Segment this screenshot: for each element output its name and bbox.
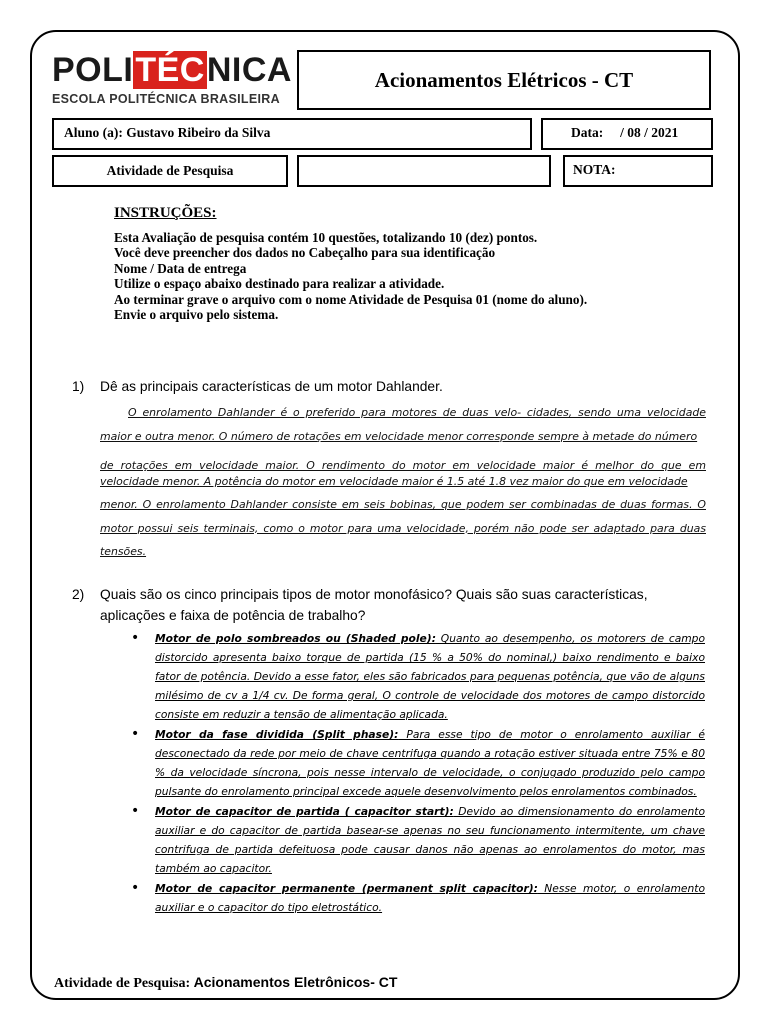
answer-1-part-2: de rotações em velocidade maior. O rendimento do motor em velocidade maior é melhor do que em velocidade menor. A potência do motor em velocidade maior é 1.5 até 1.8 vez maior do que em velocidade [100, 459, 706, 488]
list-item: • Motor de capacitor de partida ( capacitor start): Devido ao dimensionamento do enrolamento auxiliar e do capacitor de partida basear-se apenas no seu funcionamento intermitente, um chave contrifuga de partida defeituosa pode causar danos não apenas ao enrolamentos do motor, mas também ao capacitor. [131, 803, 705, 875]
question-number: 1) [72, 379, 85, 394]
instruction-line: Você deve preencher dos dados no Cabeçalho para sua identificação [114, 245, 496, 260]
logo-subtitle: ESCOLA POLITÉCNICA BRASILEIRA [52, 92, 280, 106]
page-footer [54, 974, 397, 992]
instruction-line: Utilize o espaço abaixo destinado para realizar a atividade. [114, 276, 445, 291]
instruction-line: Nome / Data de entrega [114, 260, 247, 276]
bullet-icon: • [131, 880, 140, 896]
activity-type-label: Atividade de Pesquisa [52, 155, 288, 187]
course-title: Acionamentos Elétricos - CT [297, 50, 711, 110]
logo-wordmark: POLITÉCNICA [52, 51, 292, 89]
bullet-icon: • [131, 803, 140, 819]
instructions-section [114, 206, 714, 323]
motor-types-list [131, 629, 706, 918]
blank-field [297, 155, 551, 187]
footer-label: Atividade de Pesquisa: [54, 976, 191, 991]
date-field: Data: / 08 / 2021 [541, 118, 713, 150]
instruction-line: Esta Avaliação de pesquisa contém 10 questões, totalizando 10 (dez) pontos. [114, 229, 538, 245]
footer-course: Acionamentos Eletrônicos- CT [193, 974, 398, 990]
bullet-icon: • [131, 630, 140, 646]
question-text: Quais são os cinco principais tipos de motor monofásico? Quais são suas características, aplicações e faixa de potência de trabalho? [100, 587, 648, 623]
grade-field: NOTA: [563, 155, 713, 187]
question-number: 2) [72, 587, 85, 602]
instructions-title: INSTRUÇÕES: [114, 205, 217, 221]
bullet-icon: • [131, 726, 140, 742]
logo-highlight: TÉC [135, 51, 205, 89]
answer-1-part-1: O enrolamento Dahlander é o preferido para motores de duas velo- cidades, sendo uma velocidade maior e outra menor. O número de rotações em velocidade menor corresponde sempre à metade do número [100, 406, 706, 443]
school-logo [52, 50, 292, 110]
question-text: Dê as principais características de um motor Dahlander. [100, 379, 443, 394]
list-item: • Motor da fase dividida (Split phase): Para esse tipo de motor o enrolamento auxiliar é desconectado da rede por meio de chave centrifuga quando a rotação estiver situada entre 75% e 80 % da velocidade síncrona, pois nesse intervalo de velocidade, o conjugado produzido pelo campo pulsante do enrolamento principal excede aquele desenvolvimento pelos enrolamentos combinados. [131, 726, 705, 798]
list-item: • Motor de polo sombreados ou (Shaded pole): Quanto ao desempenho, os motorers de campo distorcido apresenta baixo torque de partida (15 % a 50% do nominal,) baixo rendimento e baixo fator de potência. Devido a esse fator, eles são fabricados para pequenas potência, que vão de alguns milésimo de cv a 1/4 cv. De forma geral, O controle de velocidade dos motores de campo distorcido consiste em reduzir a tensão de alimentação aplicada. [131, 630, 705, 721]
instruction-line: Ao terminar grave o arquivo com o nome Atividade de Pesquisa 01 (nome do aluno). [114, 291, 588, 307]
instruction-line: Envie o arquivo pelo sistema. [114, 307, 279, 322]
answer-1-part-3: menor. O enrolamento Dahlander consiste em seis bobinas, que podem ser combinadas de duas formas. O motor possui seis terminais, como o motor para uma velocidade, porém não pode ser adaptado para duas tensões. [100, 498, 706, 558]
student-name-field: Aluno (a): Gustavo Ribeiro da Silva [52, 118, 532, 150]
list-item: • Motor de capacitor permanente (permanent split capacitor): Nesse motor, o enrolamento auxiliar e o capacitor do tipo eletrostático. [131, 880, 706, 914]
